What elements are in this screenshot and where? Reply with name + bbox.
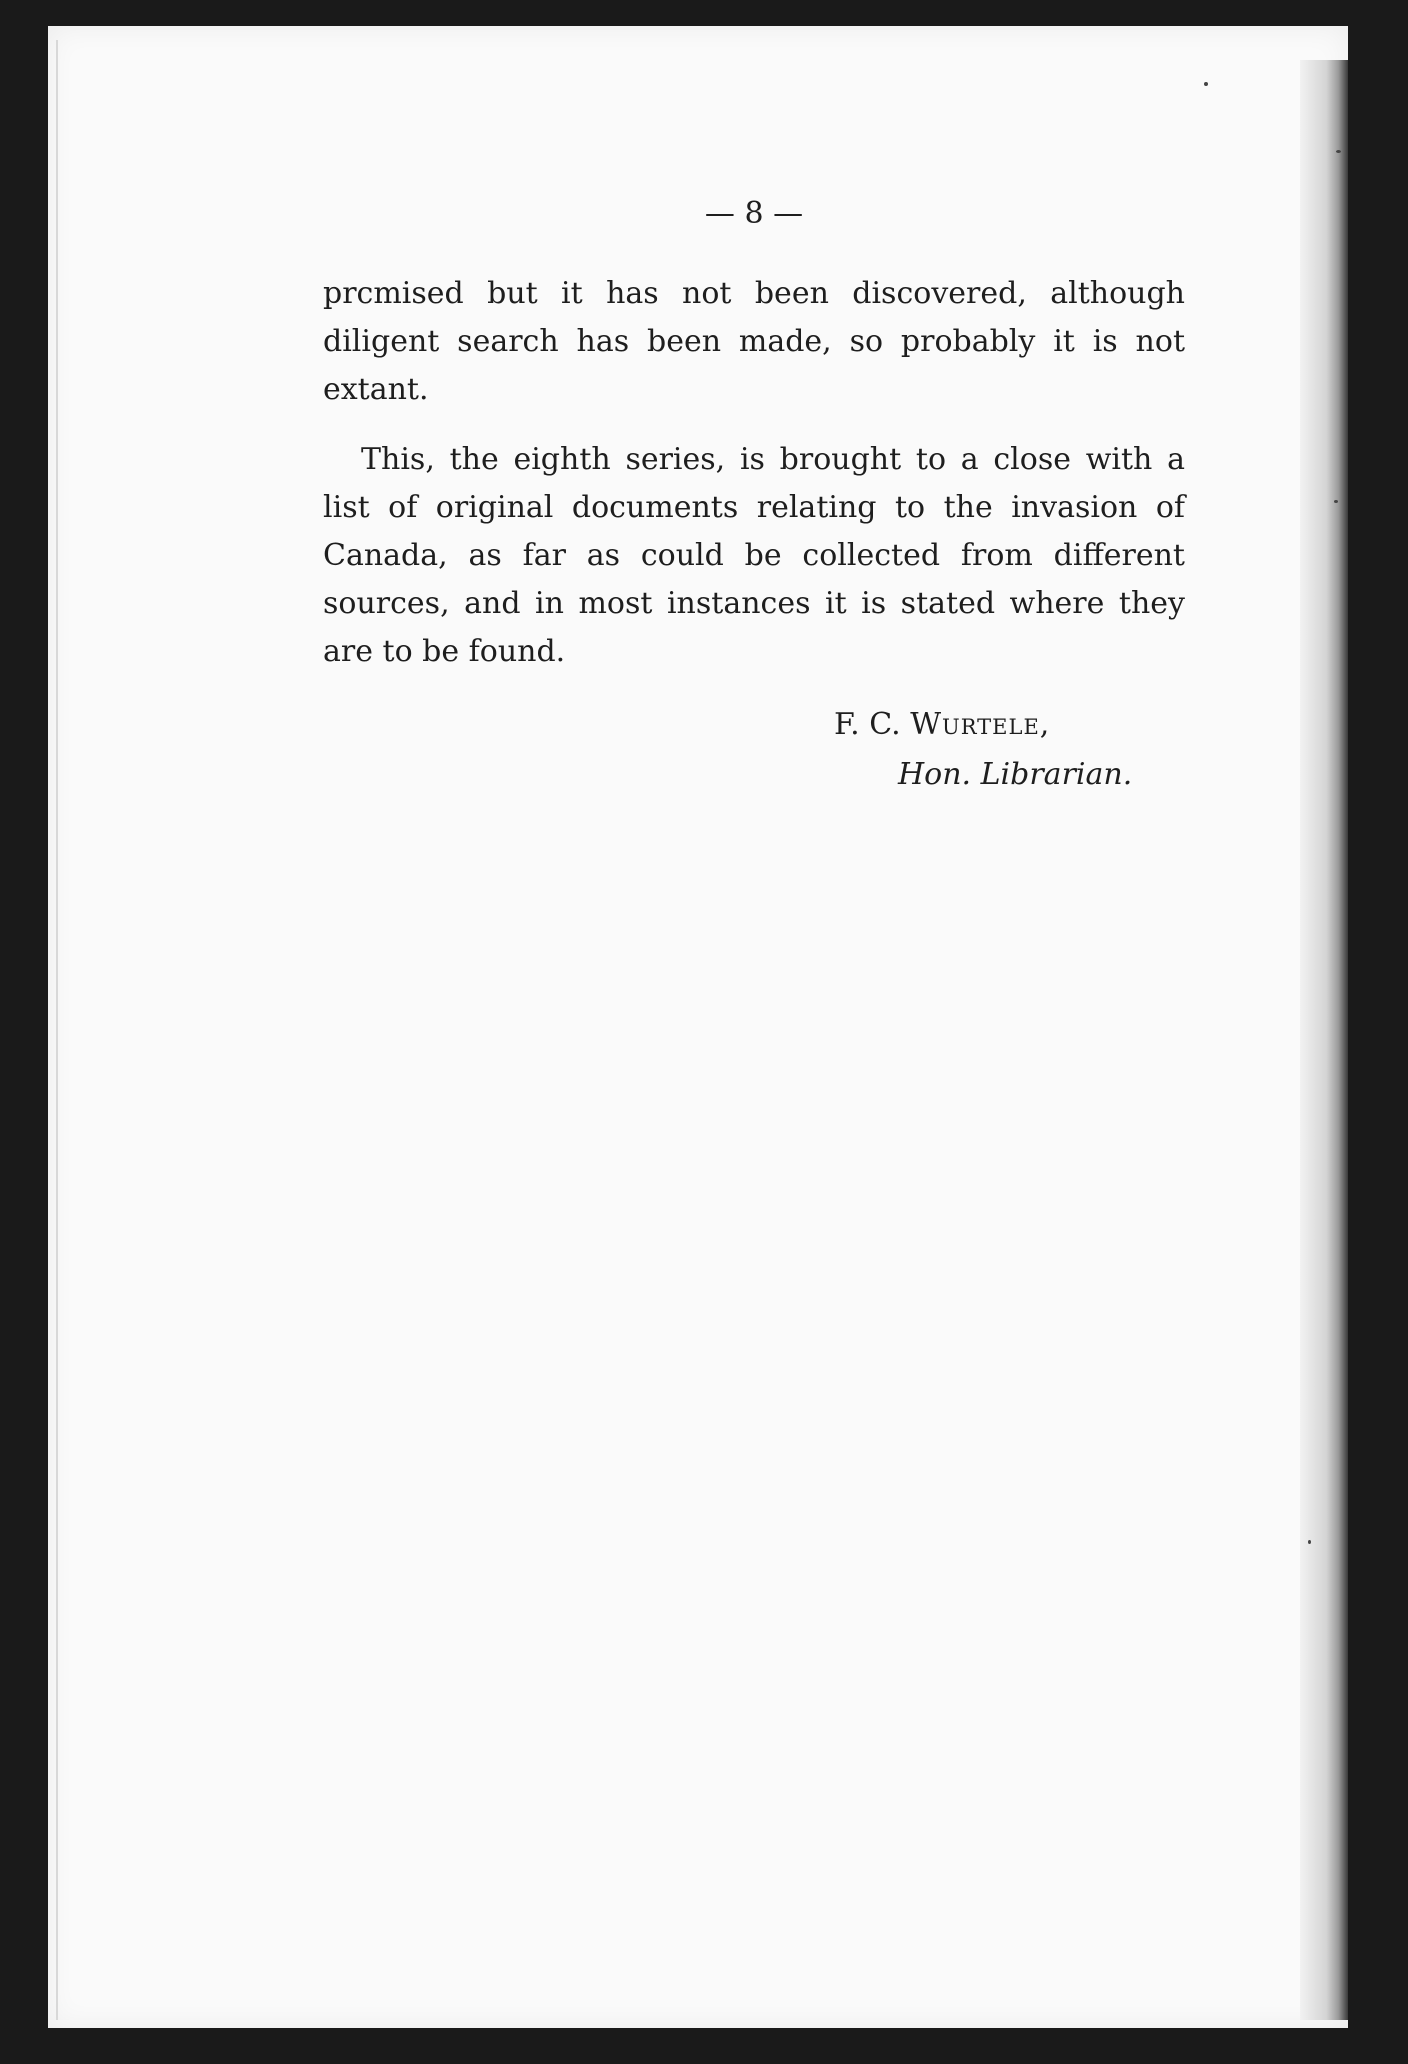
paragraph-2 — [323, 436, 1185, 676]
paragraph-line: extant. — [323, 372, 429, 407]
signatory-title: Hon. Librarian. — [898, 757, 1133, 792]
paragraph-line: sources, and in most instances it is stated where they — [323, 586, 1185, 621]
paragraph-line: prcmised but it has not been discovered, although — [323, 276, 1185, 311]
scan-speck — [1336, 150, 1341, 153]
page-number: — 8 — — [704, 196, 804, 231]
left-page-edge — [56, 40, 58, 2020]
signatory-name — [834, 707, 1050, 742]
paragraph-1 — [323, 270, 1185, 414]
signature-block — [834, 700, 1132, 800]
signatory-surname: Wurtele, — [910, 707, 1051, 742]
signatory-initials: F. C. — [834, 707, 901, 742]
paragraph-line: This, the eighth series, is brought to a close with a — [361, 442, 1185, 477]
scan-speck — [1334, 500, 1338, 503]
paragraph-line: list of original documents relating to the invasion of — [323, 490, 1185, 525]
scan-speck — [1204, 82, 1208, 86]
right-binding-edge — [1300, 60, 1348, 2020]
paragraph-line: are to be found. — [323, 634, 566, 669]
paragraph-line: diligent search has been made, so probably it is not — [323, 324, 1185, 359]
scan-speck — [1308, 1540, 1311, 1544]
paragraph-line: Canada, as far as could be collected from different — [323, 538, 1185, 573]
